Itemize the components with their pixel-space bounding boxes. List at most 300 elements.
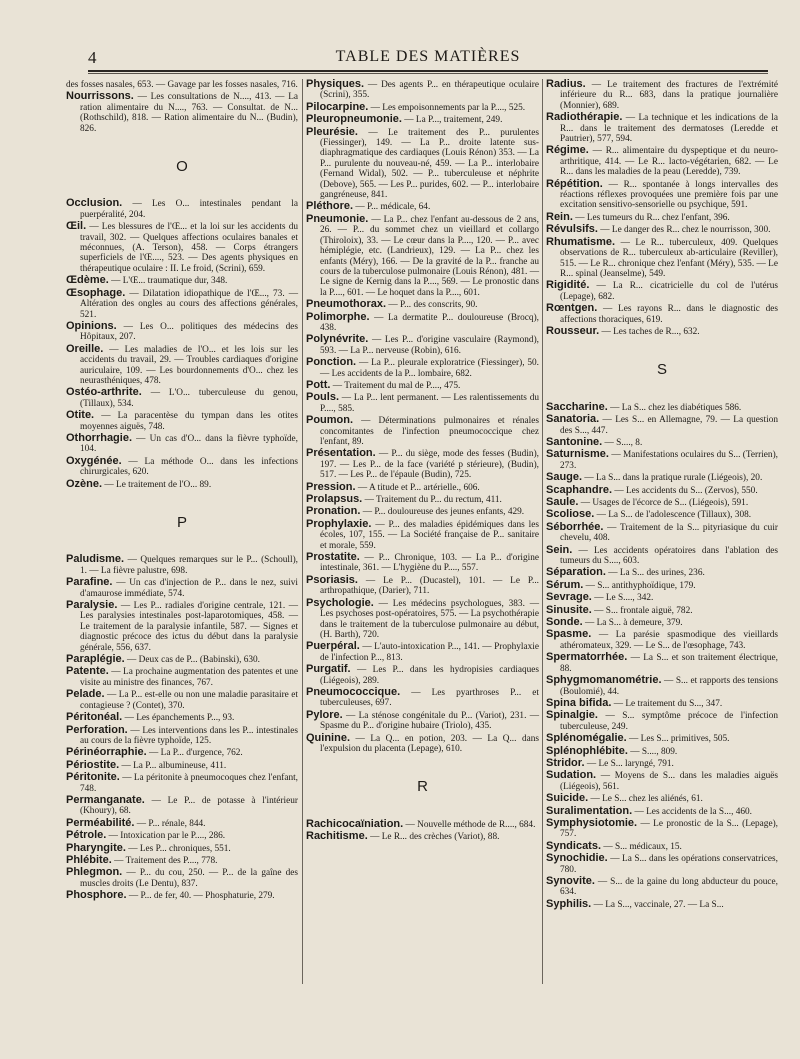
running-title: TABLE DES MATIÈRES (335, 48, 521, 65)
entry-text: — Les interventions dans les P... intestinales au cours de la fièvre typhoïde, 125. (80, 725, 298, 746)
entry-headword: Stridor. (546, 756, 585, 769)
entry-text: — La technique et les indications de la R... dans le traitement des dermatoses (Leredde et Pautrier), 577, 594. (560, 113, 778, 145)
entry-headword: Polimorphe. (306, 310, 370, 323)
index-entry (546, 472, 778, 483)
entry-text: — A titude et P... artérielle., 606. (355, 482, 480, 493)
entry-headword: Symphysiotomie. (546, 816, 638, 829)
index-entry (306, 201, 539, 212)
entry-text: — La P... albumineuse, 411. (119, 760, 227, 771)
entry-text: — Un cas d'O... dans la fièvre typhoïde, 104. (80, 433, 298, 455)
entry-headword: Otite. (66, 409, 95, 422)
index-entry (306, 114, 539, 125)
index-entry (546, 145, 778, 177)
entry-headword: Œdème. (66, 274, 109, 287)
section-letter: S (656, 361, 667, 379)
index-entry (546, 698, 778, 709)
index-entry (66, 344, 298, 387)
entry-headword: Rachitisme. (306, 830, 368, 843)
entry-text: — La P... est-elle ou non une maladie parasitaire et contagieuse ? (Contet), 370. (80, 690, 298, 711)
entry-headword: Prophylaxie. (306, 517, 372, 530)
index-entry (546, 652, 778, 674)
index-entry (546, 592, 778, 603)
entry-headword: Œsophage. (66, 286, 126, 299)
entry-headword: Radiothérapie. (546, 111, 623, 124)
entry-headword: Phlébite. (66, 853, 112, 866)
index-entry (546, 485, 778, 496)
entry-headword: Saturnisme. (546, 448, 609, 461)
entry-headword: Purgatif. (306, 663, 351, 676)
entry-headword: Périostite. (66, 758, 120, 771)
index-column-1 (66, 79, 298, 903)
entry-headword: Pétrole. (66, 829, 107, 842)
entry-headword: Oxygénée. (66, 454, 122, 467)
index-entry (306, 312, 539, 334)
index-entry (546, 605, 778, 616)
entry-headword: Parafine. (66, 576, 113, 589)
header-rule (88, 70, 768, 72)
entry-text: — S... de la gaine du long abducteur du pouce, 634. (560, 877, 778, 898)
entry-headword: Sphygmomanométrie. (546, 674, 662, 687)
entry-text: — Les P... radiales d'origine centrale, 121. — Les paralysies intestinales post-laparotomiques, 458. — Le traitement de la paralysie infantile, 587. — Signes et diagnostic précoce des ictus du début dans la paralysie générale, 556, 637. (80, 601, 298, 653)
entry-headword: Séparation. (546, 566, 606, 579)
entry-text: — La prochaine augmentation des patentes et une visite au ministre des finances, 767. (80, 667, 298, 688)
entry-text: — Dilatation idiopathique de l'Œ..., 73. — Altération des ongles au cours des affections générales, 521. (80, 288, 298, 320)
entry-headword: Psoriasis. (306, 573, 358, 586)
index-entry (66, 456, 298, 478)
page-header (88, 44, 768, 70)
entry-headword: Pharyngite. (66, 841, 126, 854)
entry-text: — P... Chronique, 103. — La P... d'origine intestinale, 361. — L'hygiène du P...., 557. (320, 553, 539, 574)
entry-headword: Spina bifida. (546, 696, 612, 709)
entry-headword: Pléthore. (306, 200, 354, 213)
entry-text: — Les épanchements P..., 93. (122, 713, 235, 724)
entry-headword: Sauge. (546, 471, 583, 484)
entry-text: — Les O... politiques des médecins des Hôpitaux, 207. (80, 321, 298, 343)
index-entry (306, 448, 539, 480)
entry-text: — P... douloureuse des jeunes enfants, 429. (360, 507, 525, 518)
entry-text: — S... symptôme précoce de l'infection tuberculeuse, 249. (560, 711, 778, 732)
index-entry (66, 818, 298, 829)
entry-headword: Péritonite. (66, 771, 120, 784)
entry-headword: Rigidité. (546, 279, 590, 292)
entry-headword: Pronation. (306, 505, 361, 518)
index-entry (546, 806, 778, 817)
entry-text: — Les rayons R... dans le diagnostic des affections thoraciques, 619. (560, 304, 778, 325)
entry-text: — L'Œ... traumatique dur, 348. (108, 276, 228, 287)
index-entry (546, 326, 778, 337)
entry-headword: Occlusion. (66, 197, 123, 210)
index-entry (306, 506, 539, 517)
entry-headword: Poumon. (306, 414, 354, 427)
entry-text: — Les taches de R..., 632. (599, 326, 700, 337)
index-entry (66, 288, 298, 320)
entry-text: — Moyens de S... dans les maladies aiguës (Liégeois), 561. (560, 771, 778, 792)
entry-text: — Deux cas de P... (Babinski), 630. (124, 655, 261, 666)
index-entry (546, 617, 778, 628)
index-entry (66, 79, 298, 90)
entry-text: — Les P... dans les hydropisies cardiaques (Liégeois), 289. (320, 665, 539, 686)
index-entry (306, 598, 539, 641)
index-entry (306, 334, 539, 356)
entry-text: — Le P... (Ducastel), 101. — Le P... arthropathique, (Darier), 711. (320, 575, 539, 597)
entry-text: — P... rénale, 844. (134, 818, 206, 829)
entry-headword: Syndicats. (546, 839, 602, 852)
entry-headword: Oreille. (66, 342, 104, 355)
entry-headword: Périnéorraphie. (66, 746, 147, 759)
entry-headword: Ozène. (66, 477, 103, 490)
entry-text: — Nouvelle méthode de R...., 684. (403, 819, 536, 830)
index-entry (66, 410, 298, 432)
entry-headword: Pott. (306, 378, 331, 391)
entry-headword: Sanatoria. (546, 413, 600, 426)
index-entry (546, 449, 778, 471)
index-entry (546, 675, 778, 697)
header-rule-thin (88, 73, 768, 74)
entry-text: — La S... et son traitement électrique, 88. (560, 653, 778, 674)
index-column-2 (306, 79, 539, 844)
entry-text: — Le traitement des fractures de l'extrémité inférieure du R... 683, dans la pratique journalière (Monnier), 689. (560, 80, 778, 111)
index-entry (66, 600, 298, 653)
index-entry (306, 102, 539, 113)
entry-text: — Les accidents du S... (Zervos), 550. (612, 485, 758, 496)
entry-headword: Rein. (546, 210, 573, 223)
entry-headword: Paraplégie. (66, 653, 125, 666)
index-entry (66, 712, 298, 723)
entry-headword: Péritonéal. (66, 711, 123, 724)
index-entry (306, 482, 539, 493)
index-entry (306, 392, 539, 414)
entry-headword: Psychologie. (306, 596, 374, 609)
entry-text: — P... des maladies épidémiques dans les écoles, 107, 155. — La Société française de P... sanitaire et morale, 559. (320, 519, 539, 551)
entry-text: — Le traitement des P... purulentes (Fiessinger), 149. — La P... droite latente sus-diaphragmatique des cardiaques (Louis Rénon) 353. — La P... purulente du nouveau-né, 459. — La P... interlobaire (Fernand Widal), 502. — P... tuberculeuse et néphrite (Debove), 565. — Les P... purides, 602. — P... interlobaire gangréneuse, 841. (320, 127, 539, 201)
entry-text: — Les accidents opératoires dans l'ablation des tumeurs du S...., 603. (560, 545, 778, 567)
entry-text: — La dermatite P... douloureuse (Brocq), 438. (320, 312, 539, 333)
entry-headword: Phosphore. (66, 889, 127, 902)
entry-headword: Nourrissons. (66, 90, 134, 103)
entry-headword: Saccharine. (546, 400, 608, 413)
entry-headword: Prolapsus. (306, 493, 363, 506)
index-entry (546, 818, 778, 840)
entry-text: — Le R... des crèches (Variot), 88. (367, 832, 500, 843)
entry-headword: Santonine. (546, 435, 603, 448)
entry-headword: Paludisme. (66, 553, 125, 566)
entry-text: — La sténose congénitale du P... (Variot), 231. — Spasme du P... d'origine hubaire (Triolo), 435. (320, 710, 539, 732)
entry-headword: Pneumonie. (306, 212, 369, 225)
entry-headword: Othorrhagie. (66, 431, 133, 444)
entry-text: — Manifestations oculaires du S... (Terrien), 273. (560, 450, 778, 471)
entry-text: — P... médicale, 64. (353, 202, 431, 213)
index-entry (66, 479, 298, 490)
entry-headword: Répétition. (546, 177, 603, 190)
entry-headword: Permanganate. (66, 793, 145, 806)
entry-text: — Les O... intestinales pendant la puerpéralité, 204. (80, 199, 298, 220)
entry-text: — Les médecins psychologues, 383. — Les psychoses post-opératoires, 575. — La psychothérapie dans le traitement de la tuberculose pulmonaire au début, (H. Barth), 720. (320, 598, 539, 640)
entry-text: des fosses nasales, 653. — Gavage par les fosses nasales, 716. (66, 80, 298, 90)
index-entry (306, 575, 539, 597)
entry-text: — La méthode O... dans les infections chirurgicales, 620. (80, 456, 298, 478)
entry-headword: Séborrhée. (546, 520, 604, 533)
entry-text: — La S... dans la pratique rurale (Liégeois), 20. (582, 473, 763, 484)
entry-text: — La P... chez l'enfant au-dessous de 2 ans, 26. — P... du sommet chez un vieillard et collargo (Thiroloix), 33. — Le cœur dans la P...., 120. — P... avec hémiplégie, etc. (Landrieux), 129. — La P... chez les enfants (Méry), 166. — De la gravité de la P... franche au cours de la tuberculose pulmonaire (Louis Rénon), 481. — Le signe de Kernig dans la P...., 569. — Le pronostic dans la P...., 601. — Le hoquet dans la P...., 601. (320, 214, 539, 298)
index-entry (66, 198, 298, 220)
entry-text: — La R... cicatricielle du col de l'utérus (Lepage), 682. (560, 281, 778, 302)
entry-headword: Patente. (66, 665, 109, 678)
index-entry (306, 552, 539, 574)
entry-headword: Régime. (546, 144, 589, 157)
entry-headword: Sein. (546, 543, 573, 556)
entry-text: — P... du siège, mode des fesses (Budin), 197. — Les P... de la face (variété p stérieure), (Budin), 517. — Les P... de l'épaule (Budin), 725. (320, 449, 539, 481)
index-entry (546, 179, 778, 211)
index-entry (66, 554, 298, 576)
index-entry (546, 770, 778, 792)
index-entry (66, 321, 298, 343)
index-entry (66, 221, 298, 274)
index-entry (66, 890, 298, 901)
entry-text: — La parésie spasmodique des vieillards athéromateux, 329. — Le S... de l'œsophage, 743. (560, 630, 778, 651)
index-entry (546, 841, 778, 852)
entry-text: — Les accidents de la S..., 460. (632, 806, 752, 817)
entry-text: — Les P... d'origine vasculaire (Raymond), 593. — La P... nerveuse (Robin), 616. (320, 335, 539, 356)
index-entry (546, 224, 778, 235)
entry-headword: Pelade. (66, 688, 105, 701)
entry-text: — Les maladies de l'O... et les lois sur les accidents du travail, 29. — Troubles cardiaques d'origine auriculaire, 109. — Les bourdonnements d'O... chez les neurasthéniques, 478. (80, 344, 298, 386)
index-entry (306, 664, 539, 686)
index-entry (66, 760, 298, 771)
entry-text: — Les empoisonnements par la P...., 525. (368, 102, 526, 113)
index-entry (66, 91, 298, 134)
entry-headword: Spinalgie. (546, 709, 598, 722)
index-entry (66, 654, 298, 665)
entry-text: — S... médicaux, 15. (601, 841, 682, 852)
entry-text: — Les S... primitives, 505. (626, 734, 730, 745)
entry-headword: Suicide. (546, 792, 589, 805)
entry-text: — Le traitement du S..., 347. (611, 698, 723, 709)
entry-text: — Les pyarthroses P... et tuberculeuses, 697. (320, 687, 539, 709)
entry-headword: Ponction. (306, 356, 357, 369)
entry-headword: Perméabilité. (66, 816, 135, 829)
entry-text: — Les S... en Allemagne, 79. — La question des S..., 447. (560, 415, 778, 436)
entry-headword: Pylore. (306, 708, 343, 721)
index-entry (306, 819, 539, 830)
entry-headword: Pneumothorax. (306, 298, 387, 311)
entry-text: — S... et rapports des tensions (Boulomié), 44. (560, 676, 778, 697)
entry-headword: Opinions. (66, 319, 117, 332)
index-column-3 (546, 79, 778, 911)
entry-headword: Présentation. (306, 447, 376, 460)
entry-text: — La péritonite à pneumocoques chez l'enfant, 748. (80, 773, 298, 794)
entry-text: — Intoxication par le P...., 286. (106, 831, 226, 842)
entry-headword: Physiques. (306, 78, 365, 90)
entry-text: — P... des conscrits, 90. (386, 300, 478, 311)
entry-headword: Saule. (546, 496, 579, 508)
entry-text: — La P... pleurale exploratrice (Fiessinger), 50. — Les accidents de la P... lombaire, 682. (320, 358, 539, 379)
index-entry (306, 641, 539, 663)
entry-headword: Sonde. (546, 616, 583, 629)
entry-headword: Sudation. (546, 769, 597, 782)
entry-text: — Le S...., 342. (591, 593, 654, 604)
entry-headword: Scoliose. (546, 508, 595, 521)
entry-text: — La P... d'urgence, 762. (146, 748, 243, 759)
entry-text: — P... du cou, 250. — P... de la gaîne des muscles droits (Le Dentu), 837. (80, 868, 298, 889)
index-entry (66, 577, 298, 599)
index-entry (66, 689, 298, 711)
index-entry (306, 733, 539, 755)
entry-headword: Œil. (66, 220, 87, 233)
entry-text: — Quelques remarques sur le P... (Schoull), 1. — La fièvre palustre, 698. (80, 555, 298, 576)
entry-text: — P... de fer, 40. — Phosphaturie, 279. (126, 891, 275, 902)
entry-headword: Rachicocaïniation. (306, 817, 404, 830)
entry-headword: Rœntgen. (546, 302, 598, 315)
index-entry (546, 793, 778, 804)
section-letter: O (176, 158, 188, 176)
index-entry (306, 127, 539, 201)
index-entry (66, 855, 298, 866)
entry-headword: Suralimentation. (546, 804, 633, 817)
entry-text: — Le S... chez les aliénés, 61. (588, 794, 703, 805)
index-entry (66, 843, 298, 854)
index-entry (546, 212, 778, 223)
index-entry (546, 876, 778, 898)
entry-text: — La S... de l'adolescence (Tillaux), 308. (594, 510, 752, 521)
entry-headword: Révulsifs. (546, 223, 598, 236)
index-entry (306, 415, 539, 447)
entry-headword: Spasme. (546, 628, 592, 641)
index-entry (66, 830, 298, 841)
index-entry (306, 357, 539, 379)
page-number: 4 (88, 48, 97, 67)
index-entry (306, 380, 539, 391)
entry-text: — La S... des urines, 236. (605, 568, 705, 579)
index-entry (546, 509, 778, 520)
index-entry (66, 867, 298, 889)
index-entry (66, 387, 298, 409)
entry-text: — Le pronostic de la S... (Lepage), 757. (560, 818, 778, 840)
entry-text: — S... antithyphoïdique, 179. (583, 580, 696, 591)
index-entry (66, 275, 298, 286)
index-entry (306, 494, 539, 505)
entry-text: — Un cas d'injection de P... dans le nez, suivi d'amaurose immédiate, 574. (80, 578, 298, 599)
index-entry (546, 629, 778, 651)
entry-headword: Rousseur. (546, 324, 600, 337)
entry-text: — L'auto-intoxication P..., 141. — Prophylaxie de l'infection P..., 813. (320, 642, 539, 663)
entry-text: — Déterminations pulmonaires et rénales concomitantes de l'infection pneumococcique chez l'enfant, 89. (320, 416, 539, 447)
entry-headword: Synovite. (546, 875, 595, 887)
index-entry (66, 433, 298, 455)
index-entry (546, 280, 778, 302)
entry-headword: Quinine. (306, 731, 350, 744)
index-entry (546, 567, 778, 578)
section-letter: P (176, 514, 187, 531)
entry-headword: Pilocarpine. (306, 100, 369, 113)
index-entry (546, 899, 778, 910)
index-entry (546, 497, 778, 508)
index-entry (546, 437, 778, 448)
entry-text: — S...., 809. (627, 746, 678, 757)
column-divider (302, 79, 303, 984)
index-entry (546, 580, 778, 591)
index-entry (546, 758, 778, 769)
entry-headword: Sevrage. (546, 591, 592, 604)
entry-headword: Perforation. (66, 723, 128, 736)
index-entry (546, 853, 778, 875)
entry-text: — Le R... tuberculeux, 409. Quelques observations de R... tuberculeux ab-articulaire (Reviller), 515. — Le R... chronique chez l'enfant (Méry), 535. — Le R... spinal (Jeanselme), 549. (560, 237, 778, 279)
entry-headword: Synochidie. (546, 852, 608, 865)
index-entry (66, 795, 298, 817)
entry-headword: Puerpéral. (306, 640, 360, 653)
entry-text: — Les tumeurs du R... chez l'enfant, 396. (572, 212, 730, 223)
index-entry (546, 303, 778, 325)
index-entry (66, 772, 298, 794)
entry-text: — Le S... laryngé, 791. (584, 758, 674, 769)
entry-text: — R... spontanée à longs intervalles des réactions réflexes provoquées une première fois par une excitation sensitivo-sensorielle ou psychique, 591. (560, 179, 778, 211)
entry-headword: Pression. (306, 480, 356, 493)
entry-text: — La S... dans les opérations conservatrices, 780. (560, 854, 778, 875)
entry-headword: Rhumatisme. (546, 235, 616, 248)
entry-headword: Polynévrite. (306, 333, 369, 346)
entry-headword: Splénophlébite. (546, 744, 628, 757)
entry-text: — Traitement du mal de P...., 475. (330, 380, 461, 391)
entry-headword: Sérum. (546, 578, 584, 591)
index-entry (306, 299, 539, 310)
entry-text: — Les consultations de N...., 413. — La ration alimentaire du N...., 763. — Consultat. de N... (Rothschild), 818. — Ration alimentaire du N... (Budin), 826. (80, 92, 298, 134)
index-entry (546, 237, 778, 280)
index-entry (546, 402, 778, 413)
entry-text: — Usages de l'écorce de S... (Liégeois), 591. (578, 498, 749, 508)
entry-headword: Paralysie. (66, 599, 118, 612)
entry-text: — Le traitement de l'O... 89. (102, 479, 212, 490)
index-entry (306, 831, 539, 842)
index-entry (546, 710, 778, 732)
entry-headword: Ostéo-arthrite. (66, 386, 142, 399)
entry-headword: Spermatorrhée. (546, 651, 628, 664)
entry-text: — Le P... de potasse à l'intérieur (Khoury), 68. (80, 795, 298, 817)
entry-text: — La S... chez les diabétiques 586. (607, 402, 742, 413)
entry-headword: Pouls. (306, 391, 340, 404)
entry-text: — La P..., traitement, 249. (401, 115, 503, 126)
entry-text: — S... frontale aiguë, 782. (591, 605, 693, 616)
entry-headword: Pleurésie. (306, 125, 358, 138)
index-entry (306, 79, 539, 101)
index-entry (66, 747, 298, 758)
index-entry (306, 710, 539, 732)
entry-headword: Phlegmon. (66, 866, 123, 879)
index-entry (546, 414, 778, 436)
entry-text: — La Q... en potion, 203. — La Q... dans l'expulsion du placenta (Lepage), 610. (320, 733, 539, 754)
entry-text: — Le danger des R... chez le nourrisson, 300. (597, 225, 771, 236)
index-entry (306, 687, 539, 709)
index-entry (66, 725, 298, 747)
entry-headword: Syphilis. (546, 897, 592, 910)
entry-text: — La S..., vaccinale, 27. — La S... (591, 899, 724, 910)
entry-headword: Splénomégalie. (546, 732, 627, 745)
entry-headword: Pneumococcique. (306, 685, 401, 698)
entry-headword: Radius. (546, 78, 586, 90)
entry-text: — Les blessures de l'Œ... et la loi sur les accidents du travail, 302. — Quelques affections oculaires banales et méconnues, (A. Terson), 458. — Corps étrangers superficiels de l'Œ...., 523. — Des agents physiques en thérapeutique oculaire : II. Le froid, (Scrini), 659. (80, 222, 298, 274)
index-entry (546, 746, 778, 757)
entry-text: — La P... lent permanent. — Les ralentissements du P...., 585. (320, 393, 539, 414)
entry-headword: Pleuropneumonie. (306, 113, 402, 126)
entry-text: — L'O... tuberculeuse du genou, (Tillaux), 534. (80, 388, 298, 409)
entry-text: — S...., 8. (602, 437, 643, 448)
entry-text: — Les P... chroniques, 551. (125, 843, 231, 854)
column-divider (542, 79, 543, 984)
entry-text: — Traitement de la S... pityriasique du cuir chevelu, 408. (560, 522, 778, 544)
entry-headword: Sinusite. (546, 603, 592, 616)
entry-headword: Scaphandre. (546, 483, 613, 496)
index-entry (66, 666, 298, 688)
index-entry (306, 519, 539, 551)
entry-text: — R... alimentaire du dyspeptique et du neuro-arthritique, 414. — Le R... lacto-végétarien, 682. — Le R... dans les maladies de la peau (Leredde), 739. (560, 146, 778, 178)
